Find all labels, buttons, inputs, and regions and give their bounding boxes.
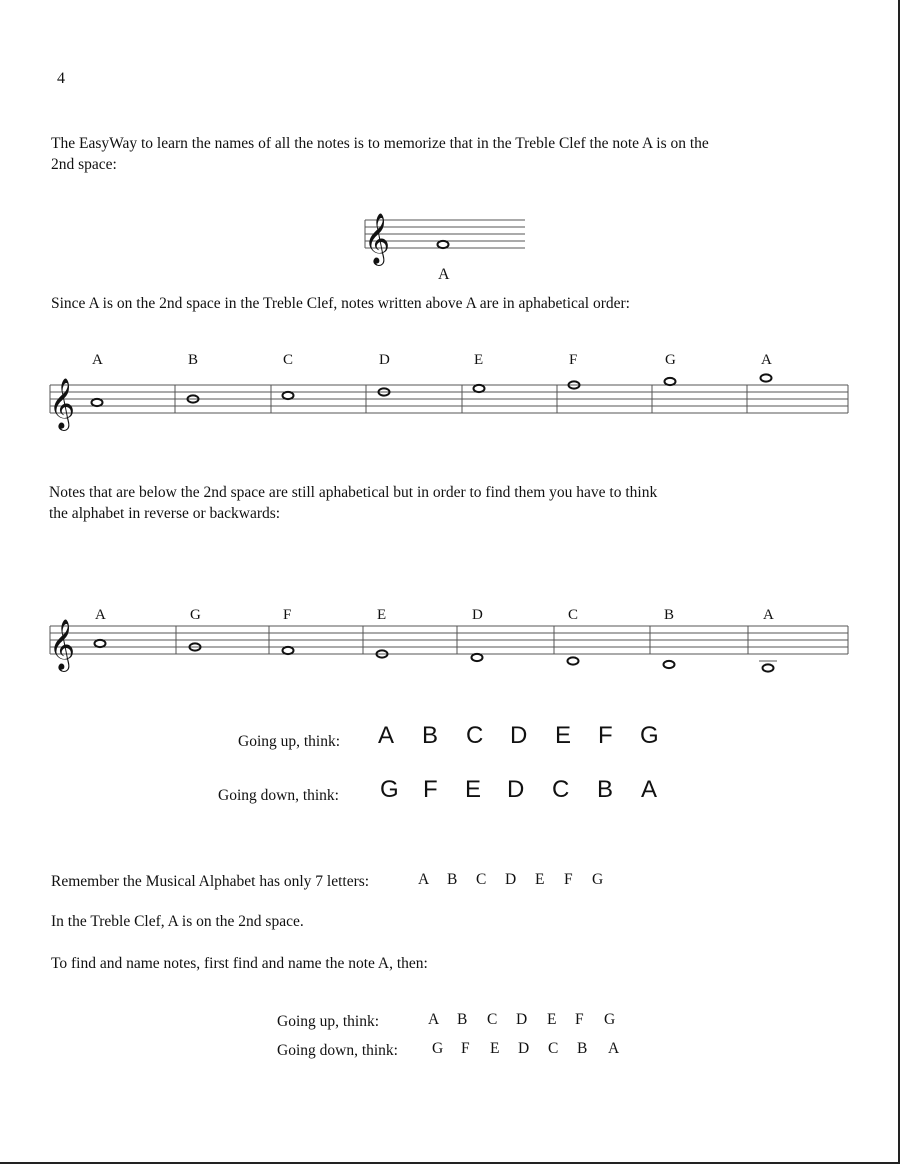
think-letter: B — [597, 776, 614, 803]
think-letter: D — [510, 722, 528, 749]
think-letter: C — [487, 1011, 498, 1028]
staff-note — [474, 385, 485, 392]
think-letter: C — [552, 776, 570, 803]
think-letter: G — [640, 722, 659, 749]
staff-note — [568, 657, 579, 664]
think-letter: B — [422, 722, 439, 749]
treble-clef-icon: 𝄞 — [49, 620, 76, 669]
descending-staff — [45, 600, 855, 690]
staff-note — [763, 664, 774, 671]
think-letter: F — [598, 722, 613, 749]
staff-note — [665, 378, 676, 385]
note-label: G — [190, 607, 201, 623]
intro-line-1: The EasyWay to learn the names of all the notes is to memorize that in the Treble Clef the note A is on the — [51, 135, 709, 152]
alphabet-text: Remember the Musical Alphabet has only 7 letters: — [51, 873, 370, 890]
note-label: G — [665, 352, 676, 368]
alphabet-letter: A — [418, 871, 430, 888]
alphabet-letters — [0, 871, 900, 893]
note-label: C — [283, 352, 294, 368]
descending-line-2: the alphabet in reverse or backwards: — [49, 505, 281, 522]
alphabet-letter: G — [592, 871, 604, 888]
note-label: E — [377, 607, 387, 623]
ascending-staff — [45, 345, 855, 435]
think-letter: C — [548, 1040, 559, 1057]
note-label: F — [569, 352, 578, 368]
note-label: A — [92, 352, 103, 368]
note-label: D — [379, 352, 390, 368]
page-number: 4 — [57, 70, 65, 87]
think-letter: A — [641, 776, 658, 803]
alphabet-letter: C — [476, 871, 487, 888]
alphabet-letter: D — [505, 871, 517, 888]
think-letter: D — [507, 776, 525, 803]
note-label: B — [664, 607, 675, 623]
note-label: A — [761, 352, 772, 368]
think-letter: G — [604, 1011, 616, 1028]
intro-line-2: 2nd space: — [51, 156, 117, 173]
staff-note — [664, 661, 675, 668]
example-note-a — [438, 241, 449, 248]
think-letter: G — [432, 1040, 444, 1057]
think-up-small-label: Going up, think: — [277, 1013, 380, 1030]
ascending-text: Since A is on the 2nd space in the Treble Clef, notes written above A are in aphabetical order: — [51, 295, 630, 312]
staff-note — [283, 392, 294, 399]
staff-note — [472, 654, 483, 661]
think-letter: B — [577, 1040, 588, 1057]
staff-note — [761, 374, 772, 381]
note-label: F — [283, 607, 292, 623]
treble-clef-icon: 𝄞 — [49, 379, 76, 428]
think-up-large — [0, 722, 900, 756]
note-label: B — [188, 352, 199, 368]
think-letter: F — [575, 1011, 584, 1028]
think-letter: A — [608, 1040, 620, 1057]
think-up-label: Going up, think: — [238, 733, 341, 750]
staff-note — [92, 399, 103, 406]
think-letter: C — [466, 722, 484, 749]
think-letter: D — [518, 1040, 530, 1057]
treble-clef-icon: 𝄞 — [364, 214, 391, 263]
think-letter: A — [428, 1011, 440, 1028]
think-down-small-label: Going down, think: — [277, 1042, 398, 1059]
think-letter: G — [380, 776, 399, 803]
example-staff — [360, 205, 535, 285]
think-letter: F — [461, 1040, 470, 1057]
think-down-small-letters — [0, 1040, 900, 1062]
think-letter: A — [378, 722, 395, 749]
note-label: A — [95, 607, 106, 623]
think-letter: E — [555, 722, 572, 749]
note-label: D — [472, 607, 483, 623]
alphabet-letter: B — [447, 871, 458, 888]
staff-note — [95, 640, 106, 647]
think-letter: B — [457, 1011, 468, 1028]
descending-line-1: Notes that are below the 2nd space are still aphabetical but in order to find them you have to think — [49, 484, 658, 501]
method-text: To find and name notes, first find and name the note A, then: — [51, 955, 428, 972]
think-down-label: Going down, think: — [218, 787, 339, 804]
note-label: A — [763, 607, 774, 623]
alphabet-letter: F — [564, 871, 573, 888]
think-letter: E — [490, 1040, 500, 1057]
note-label: C — [568, 607, 579, 623]
think-letter: E — [547, 1011, 557, 1028]
think-letter: D — [516, 1011, 528, 1028]
think-letter: F — [423, 776, 438, 803]
think-up-small-letters — [0, 1011, 900, 1033]
alphabet-letter: E — [535, 871, 545, 888]
think-down-large — [0, 776, 900, 810]
think-letter: E — [465, 776, 482, 803]
staff-note — [283, 647, 294, 654]
rule-text: In the Treble Clef, A is on the 2nd space. — [51, 913, 304, 930]
note-label: E — [474, 352, 484, 368]
example-note-label: A — [438, 266, 450, 283]
